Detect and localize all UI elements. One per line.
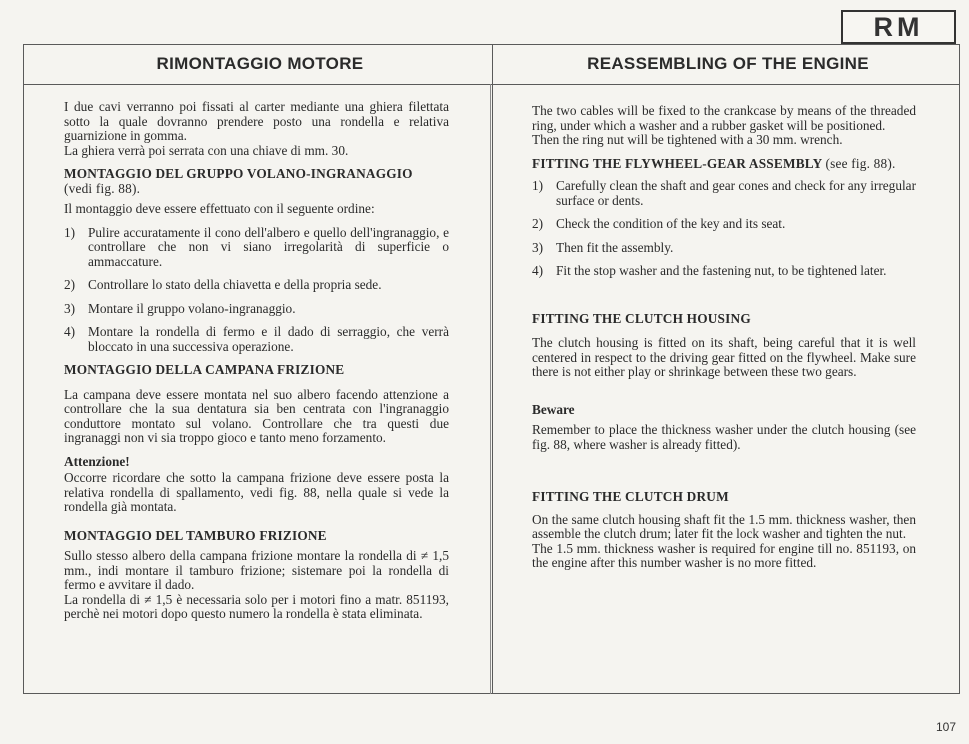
intro-paragraph-2: Then the ring nut will be tightened with a 30 mm. wrench. (532, 132, 843, 147)
intro-paragraph-2: La ghiera verrà poi serrata con una chiave di mm. 30. (64, 142, 349, 158)
list-item: 2) Check the condition of the key and its seat. (532, 216, 786, 231)
list-item: 3) Montare il gruppo volano-ingranaggio. (64, 300, 296, 316)
clutch-housing-paragraph: La campana deve essere montata nel suo albero facendo attenzione a controllare che la sua dentatura sia ben centrata con l'ingranaggio conduttore montato sul volano. Controllare che tra questi due ingranaggi non vi sia troppo gioco e tanto meno forzamento. (64, 386, 449, 445)
figure-reference: (see fig. 88). (825, 155, 896, 171)
clutch-drum-paragraph-2: The 1.5 mm. thickness washer is required for engine till no. 851193, on the engine after this number washer is no more fitted. (532, 540, 916, 570)
clutch-drum-paragraph-2: La rondella di ≠ 1,5 è necessaria solo per i motori fino a matr. 851193, perchè nei motori dopo questo numero la rondella è stata eliminata. (64, 591, 449, 621)
note-heading: Beware (532, 401, 575, 417)
section-badge: RM (841, 10, 956, 44)
section-heading-flywheel (64, 167, 449, 196)
list-item: 4) Montare la rondella di fermo e il dado di serraggio, che verrà bloccato in una successiva operazione. (64, 324, 449, 354)
clutch-drum-paragraph: On the same clutch housing shaft fit the 1.5 mm. thickness washer, then assemble the clutch drum; later fit the lock washer and tighten the nut. (532, 511, 916, 541)
list-item: 1) Carefully clean the shaft and gear cones and check for any irregular surface or dents. (532, 178, 916, 208)
italian-column (64, 100, 449, 631)
section-heading-clutch-drum: MONTAGGIO DEL TAMBURO FRIZIONE (64, 527, 327, 543)
column-divider (492, 44, 493, 694)
section-heading-clutch-drum: FITTING THE CLUTCH DRUM (532, 489, 729, 504)
order-intro: Il montaggio deve essere effettuato con il seguente ordine: (64, 201, 375, 216)
intro-paragraph: The two cables will be fixed to the crankcase by means of the threaded ring, under which a washer and a rubber gasket will be positioned. (532, 103, 916, 133)
note-heading: Attenzione! (64, 453, 130, 469)
section-heading-text: FITTING THE FLYWHEEL-GEAR ASSEMBLY (532, 155, 822, 171)
intro-paragraph: I due cavi verranno poi fissati al carter mediante una ghiera filettata sotto la quale dovranno prendere posto una rondella e relativa guarnizione in gomma. (64, 99, 449, 143)
list-item: 2) Controllare lo stato della chiavetta e della propria sede. (64, 277, 382, 292)
note-paragraph: Remember to place the thickness washer under the clutch housing (see fig. 88, where washer is already fitted). (532, 422, 916, 452)
section-heading-clutch-housing: MONTAGGIO DELLA CAMPANA FRIZIONE (64, 362, 345, 377)
italian-title: RIMONTAGGIO MOTORE (156, 54, 364, 73)
section-heading-text: MONTAGGIO DEL GRUPPO VOLANO-INGRANAGGIO (64, 166, 413, 181)
steps-list (64, 226, 449, 355)
note-paragraph: Occorre ricordare che sotto la campana frizione deve essere posta la relativa rondella di spallamento, vedi fig. 88, nella quale si vede la rondella già montata. (64, 470, 449, 514)
steps-list (532, 179, 916, 279)
list-item: 4) Fit the stop washer and the fastening nut, to be tightened later. (532, 263, 887, 278)
english-column (532, 104, 916, 580)
column-divider-inner (490, 84, 491, 694)
figure-reference: (vedi fig. 88). (64, 180, 141, 196)
section-heading-flywheel (532, 157, 916, 172)
english-title: REASSEMBLING OF THE ENGINE (587, 54, 869, 73)
list-item: 3) Then fit the assembly. (532, 239, 674, 255)
clutch-drum-paragraph: Sullo stesso albero della campana frizione montare la rondella di ≠ 1,5 mm., indi montare il tamburo frizione; sistemare poi la rondella di fermo e avvitare il dado. (64, 548, 449, 592)
section-heading-clutch-housing: FITTING THE CLUTCH HOUSING (532, 310, 751, 326)
list-item: 1) Pulire accuratamente il cono dell'albero e quello dell'ingranaggio, e controllare che non vi siano irregolarità di superficie o ammaccature. (64, 224, 449, 269)
page-number: 107 (936, 720, 957, 734)
clutch-housing-paragraph: The clutch housing is fitted on its shaft, being careful that it is well centered in respect to the driving gear fitted on the flywheel. Make sure there is not either play or shrinkage between these two gears. (532, 335, 916, 379)
